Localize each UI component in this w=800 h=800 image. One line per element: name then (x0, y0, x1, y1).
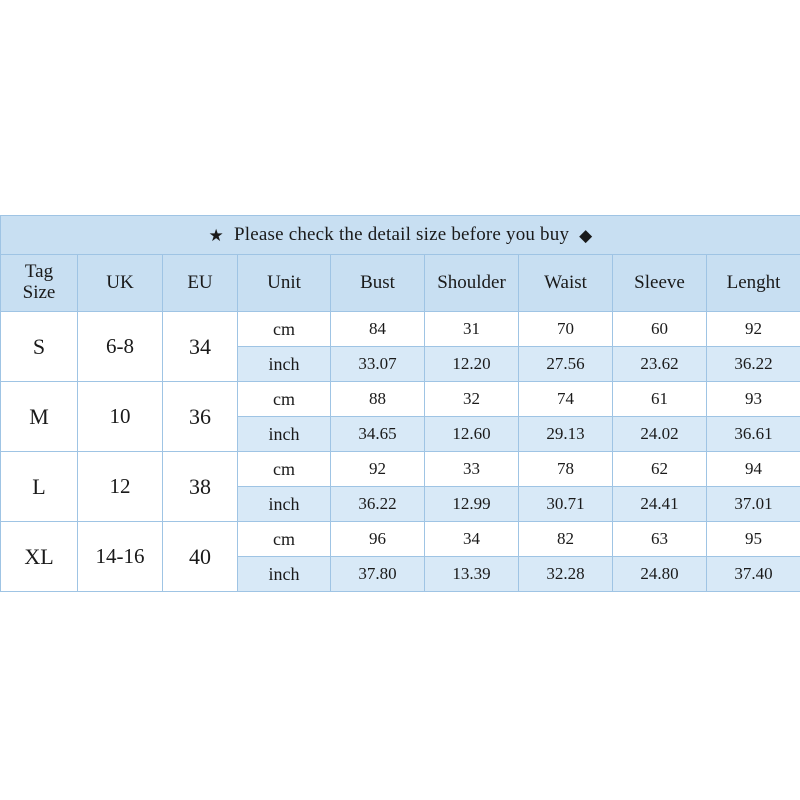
cell-tag-size: M (1, 382, 78, 452)
table-row (1, 452, 800, 487)
header-eu: EU (163, 255, 238, 312)
cell-sleeve-cm: 61 (613, 382, 707, 417)
notice-text: Please check the detail size before you buy (234, 224, 570, 245)
cell-waist-inch: 29.13 (519, 417, 613, 452)
header-uk: UK (78, 255, 163, 312)
header-waist: Waist (519, 255, 613, 312)
cell-length-inch: 37.40 (707, 557, 800, 592)
cell-eu: 40 (163, 522, 238, 592)
cell-bust-cm: 92 (331, 452, 425, 487)
cell-waist-inch: 32.28 (519, 557, 613, 592)
cell-sleeve-inch: 24.80 (613, 557, 707, 592)
cell-waist-cm: 78 (519, 452, 613, 487)
cell-uk: 14-16 (78, 522, 163, 592)
cell-waist-cm: 70 (519, 312, 613, 347)
cell-bust-inch: 36.22 (331, 487, 425, 522)
cell-bust-cm: 96 (331, 522, 425, 557)
cell-shoulder-cm: 34 (425, 522, 519, 557)
cell-bust-cm: 88 (331, 382, 425, 417)
header-bust: Bust (331, 255, 425, 312)
cell-eu: 38 (163, 452, 238, 522)
cell-tag-size: S (1, 312, 78, 382)
cell-shoulder-inch: 12.20 (425, 347, 519, 382)
cell-length-cm: 93 (707, 382, 800, 417)
diamond-icon: ◆ (579, 225, 593, 245)
header-tag-line1: Tag (24, 261, 54, 283)
notice-banner (1, 216, 800, 255)
cell-shoulder-inch: 12.60 (425, 417, 519, 452)
cell-uk: 10 (78, 382, 163, 452)
cell-waist-cm: 74 (519, 382, 613, 417)
cell-length-inch: 36.61 (707, 417, 800, 452)
cell-shoulder-cm: 31 (425, 312, 519, 347)
cell-sleeve-inch: 24.02 (613, 417, 707, 452)
cell-unit-cm: cm (238, 382, 331, 417)
header-shoulder: Shoulder (425, 255, 519, 312)
cell-sleeve-cm: 63 (613, 522, 707, 557)
cell-waist-inch: 30.71 (519, 487, 613, 522)
cell-shoulder-cm: 33 (425, 452, 519, 487)
cell-shoulder-inch: 12.99 (425, 487, 519, 522)
header-tag-line2: Size (22, 282, 56, 303)
cell-bust-cm: 84 (331, 312, 425, 347)
cell-waist-inch: 27.56 (519, 347, 613, 382)
cell-sleeve-cm: 62 (613, 452, 707, 487)
cell-length-inch: 37.01 (707, 487, 800, 522)
cell-uk: 12 (78, 452, 163, 522)
table-row (1, 382, 800, 417)
cell-length-cm: 92 (707, 312, 800, 347)
cell-unit-inch: inch (238, 347, 331, 382)
header-length: Lenght (707, 255, 800, 312)
cell-unit-cm: cm (238, 452, 331, 487)
cell-eu: 34 (163, 312, 238, 382)
cell-length-cm: 94 (707, 452, 800, 487)
cell-length-inch: 36.22 (707, 347, 800, 382)
cell-length-cm: 95 (707, 522, 800, 557)
header-sleeve: Sleeve (613, 255, 707, 312)
header-tag-size (1, 255, 78, 312)
table-row (1, 522, 800, 557)
cell-unit-cm: cm (238, 312, 331, 347)
cell-bust-inch: 37.80 (331, 557, 425, 592)
cell-sleeve-inch: 23.62 (613, 347, 707, 382)
cell-unit-inch: inch (238, 417, 331, 452)
cell-eu: 36 (163, 382, 238, 452)
header-row (1, 255, 800, 312)
size-chart-table (0, 215, 800, 592)
cell-uk: 6-8 (78, 312, 163, 382)
star-icon: ★ (208, 225, 224, 245)
banner-row (1, 216, 800, 255)
cell-bust-inch: 34.65 (331, 417, 425, 452)
cell-unit-inch: inch (238, 487, 331, 522)
cell-shoulder-cm: 32 (425, 382, 519, 417)
cell-tag-size: L (1, 452, 78, 522)
cell-sleeve-cm: 60 (613, 312, 707, 347)
cell-shoulder-inch: 13.39 (425, 557, 519, 592)
cell-unit-cm: cm (238, 522, 331, 557)
cell-unit-inch: inch (238, 557, 331, 592)
cell-waist-cm: 82 (519, 522, 613, 557)
table-row (1, 312, 800, 347)
cell-sleeve-inch: 24.41 (613, 487, 707, 522)
header-unit: Unit (238, 255, 331, 312)
cell-tag-size: XL (1, 522, 78, 592)
cell-bust-inch: 33.07 (331, 347, 425, 382)
